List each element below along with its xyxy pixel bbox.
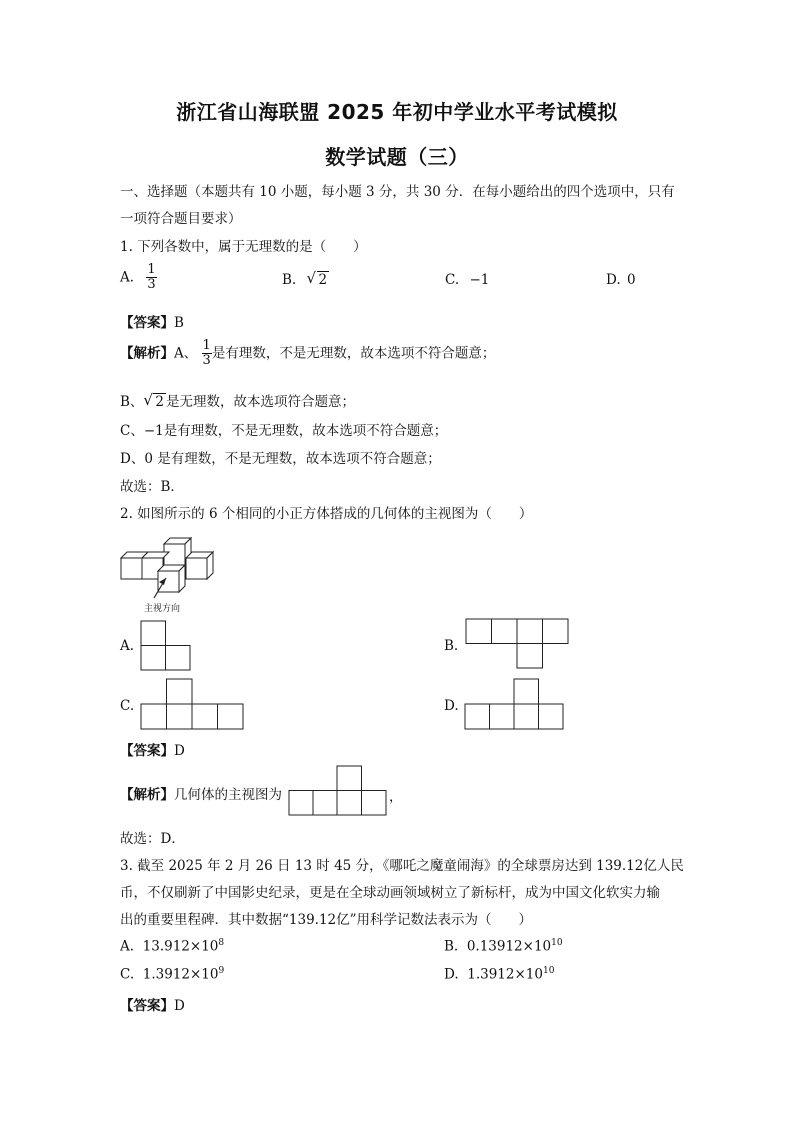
q1-option-d-value: 0 <box>626 272 636 288</box>
option-label: D. <box>444 966 459 983</box>
q2-answer <box>120 739 185 759</box>
q1-analysis-d: D、0 是有理数，不是无理数，故本选项不符合题意； <box>120 451 441 467</box>
q1-analysis-c: C、−1是有理数，不是无理数，故本选项不符合题意； <box>120 423 448 439</box>
option-base: 1.3912×10 <box>142 966 219 983</box>
option-base: 1.3912×10 <box>467 966 543 983</box>
option-base: 0.13912×10 <box>466 938 552 955</box>
q2-option-b-figure <box>465 618 571 670</box>
q2-analysis-tail: ， <box>389 789 403 805</box>
option-base: 13.912×10 <box>142 938 219 955</box>
q3-stem-line2: 币，不仅刷新了中国影史纪录，更是在全球动画领域树立了新标杆，成为中国文化软实力输 <box>120 885 660 901</box>
radical-icon: √ <box>306 269 317 287</box>
view-direction-label: 主视方向 <box>144 604 181 614</box>
q1-analysis-a <box>120 339 495 369</box>
option-exponent: 9 <box>218 966 225 976</box>
q1-option-c-value: −1 <box>469 272 490 288</box>
q2-option-c-figure <box>140 678 246 732</box>
q1-stem: 1. 下列各数中，属于无理数的是（ ） <box>120 239 367 255</box>
q1-option-c-label: C. <box>445 272 460 288</box>
page-title: 浙江省山海联盟 2025 年初中学业水平考试模拟 <box>176 100 618 124</box>
option-exponent: 8 <box>218 938 225 948</box>
section-heading-line1: 一、选择题（本题共有 10 小题，每小题 3 分，共 30 分．在每小题给出的四个选项中，只有 <box>120 184 675 200</box>
q2-option-b-label: B. <box>444 638 459 654</box>
analysis-a-fraction <box>202 339 212 369</box>
analysis-a-prefix: A、 <box>174 345 198 362</box>
q2-option-d-label: D. <box>444 698 459 714</box>
q1-answer <box>120 311 184 331</box>
q3-option-d <box>444 966 554 983</box>
fraction-denominator: 3 <box>147 277 156 293</box>
q3-stem-line1: 3. 截至 2025 年 2 月 26 日 13 时 45 分，《哪吒之魔童闹海》的全球票房达到 139.12亿人民 <box>120 858 684 874</box>
q1-conclusion: 故选：B． <box>120 479 184 495</box>
q1-analysis-b <box>120 390 355 410</box>
fraction-numerator: 1 <box>202 338 211 353</box>
answer-label: 【答案】 <box>120 998 174 1014</box>
q2-conclusion: 故选：D． <box>120 831 185 847</box>
analysis-a-text: 是有理数，不是无理数，故本选项不符合题意； <box>211 345 496 362</box>
fraction-denominator: 3 <box>202 353 211 369</box>
q1-option-b <box>282 269 329 288</box>
answer-value: B <box>174 315 184 331</box>
q2-analysis-figure <box>288 765 390 817</box>
q2-option-a-label: A. <box>120 638 135 654</box>
q3-option-b <box>444 938 563 955</box>
q1-option-a-fraction <box>146 263 156 293</box>
q2-option-a-figure <box>140 620 192 672</box>
option-exponent: 10 <box>551 938 563 948</box>
fraction-numerator: 1 <box>147 262 156 277</box>
q1-option-b-label: B. <box>282 272 297 288</box>
q1-option-d-label: D. <box>606 272 621 288</box>
q2-option-d-figure <box>464 678 566 732</box>
analysis-b-text: 是无理数，故本选项符合题意； <box>166 394 356 410</box>
analysis-label: 【解析】 <box>120 787 174 803</box>
q3-option-a <box>120 938 224 955</box>
option-label: C. <box>120 966 135 983</box>
answer-value: D <box>174 743 185 759</box>
option-exponent: 10 <box>542 966 555 976</box>
q3-answer <box>120 994 185 1014</box>
q3-stem-line3: 出的重要里程碑．其中数据“139.12亿”用科学记数法表示为（ ） <box>120 912 533 928</box>
analysis-label: 【解析】 <box>120 345 174 362</box>
sqrt-expression <box>143 391 166 410</box>
option-label: B. <box>444 938 459 955</box>
section-heading-line2: 一项符合题目要求） <box>120 211 242 227</box>
sqrt-expression <box>306 269 330 288</box>
answer-label: 【答案】 <box>120 315 174 331</box>
analysis-b-prefix: B、 <box>120 394 144 410</box>
radical-icon: √ <box>143 391 153 409</box>
q1-option-a <box>120 263 157 293</box>
analysis-b-value: 2 <box>155 394 165 410</box>
q1-option-b-value: 2 <box>318 272 328 288</box>
answer-value: D <box>174 998 185 1014</box>
page-subtitle: 数学试题（三） <box>325 145 469 169</box>
q1-option-c <box>445 272 489 288</box>
q3-option-c <box>120 966 224 983</box>
analysis-text: 几何体的主视图为 <box>174 787 282 803</box>
option-label: A. <box>120 938 135 955</box>
answer-label: 【答案】 <box>120 743 174 759</box>
q1-option-a-label: A. <box>120 269 135 286</box>
q2-stem: 2. 如图所示的 6 个相同的小正方体搭成的几何体的主视图为（ ） <box>120 506 533 522</box>
q2-option-c-label: C. <box>120 698 135 714</box>
q2-analysis <box>120 783 282 803</box>
q1-option-d <box>606 272 636 288</box>
